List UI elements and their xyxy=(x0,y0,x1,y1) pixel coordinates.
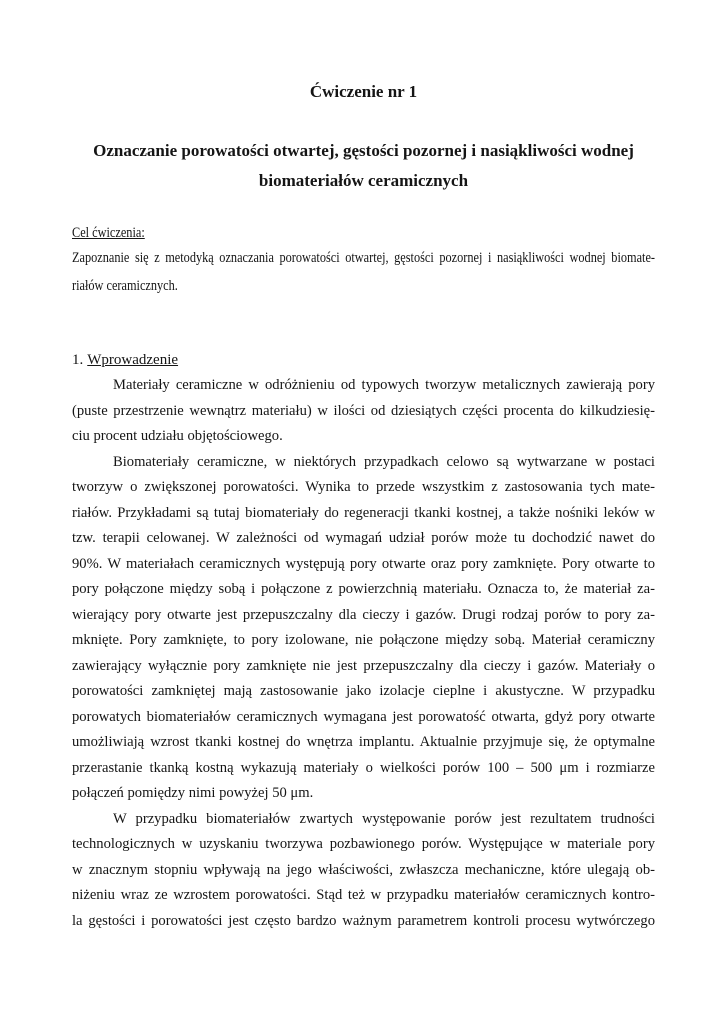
body-text-line: zawierający wyłącznie pory zamknięte nie jest przepuszczalny dla cieczy i gazów. Materiały o xyxy=(72,657,655,674)
subtitle-line: biomateriałów ceramicznych xyxy=(258,171,469,190)
body-text-line: la gęstości i porowatości jest często bardzo ważnym parametrem kontroli procesu wytwórczego xyxy=(72,912,655,929)
body-text-line: riałów. Przykładami są tutaj biomateriały do regeneracji tkanki kostnej, a także nośniki leków w xyxy=(72,504,655,521)
goal-paragraph-line: riałów ceramicznych. xyxy=(72,278,178,294)
paragraph xyxy=(72,373,655,450)
body-text-line: ciu procent udziału objętościowego. xyxy=(72,428,283,444)
body-text-line: mknięte. Pory zamknięte, to pory izolowane, nie połączone między sobą. Materiał ceramiczny xyxy=(72,632,655,648)
body-text-line: pory połączone między sobą i połączone z powierzchnią materiału. Oznacza to, że materiał za- xyxy=(72,581,655,597)
body-text-line: tzw. terapii celowanej. W zależności od wymagań udział porów może tu dochodzić nawet do xyxy=(72,530,655,546)
body-text-line: umożliwiają wzrost tkanki kostnej do wnętrza implantu. Aktualnie przyjmuje się, że optymalne xyxy=(72,734,655,750)
body-text-line: porowatych biomateriałów ceramicznych wymagana jest porowatość otwarta, gdyż pory otwarte xyxy=(72,708,655,725)
body-text-line: technologicznych w uzyskaniu tworzywa pozbawionego porów. Występujące w materiale pory xyxy=(72,836,655,852)
paragraph xyxy=(72,807,655,935)
body-text-line: niżeniu wraz ze wzrostem porowatości. Stąd też w przypadku materiałów ceramicznych kontro- xyxy=(72,887,655,903)
body-text-line: W przypadku biomateriałów zwartych występowanie porów jest rezultatem trudności xyxy=(113,810,655,827)
section-number: 1. xyxy=(72,352,84,368)
body-text-line: 90%. W materiałach ceramicznych występują pory otwarte oraz pory zamknięte. Pory otwarte to xyxy=(72,555,655,572)
goal-paragraph xyxy=(72,244,655,300)
document-body xyxy=(72,373,655,934)
paragraph xyxy=(72,450,655,807)
goal-paragraph-line: Zapoznanie się z metodyką oznaczania porowatości otwartej, gęstości pozornej i nasiąkliwości wodnej biomate- xyxy=(72,250,656,266)
body-text-line: Materiały ceramiczne w odróżnieniu od typowych tworzyw metalicznych zawierają pory xyxy=(113,377,655,393)
document-subtitle xyxy=(72,136,655,196)
goal-heading-label: Cel ćwiczenia: xyxy=(72,225,145,241)
body-text-line: tworzyw o zwiększonej porowatości. Wynika to przede wszystkim z zastosowania tych mate- xyxy=(72,479,655,495)
body-text-line: połączeń pomiędzy nimi powyżej 50 μm. xyxy=(72,785,314,801)
body-text-line: przerastanie tkanką kostną wykazują materiały o wielkości porów 100 – 500 μm i rozmiarze xyxy=(72,759,655,776)
section-heading xyxy=(72,350,655,370)
body-text-line: porowatości zamkniętej mają zastosowanie jako izolacje cieplne i akustyczne. W przypadku xyxy=(72,683,655,699)
exercise-title: Ćwiczenie nr 1 xyxy=(309,82,418,101)
body-text-line: Biomateriały ceramiczne, w niektórych przypadkach celowo są wytwarzane w postaci xyxy=(113,453,655,470)
goal-heading xyxy=(72,222,655,244)
body-text-line: wierający pory otwarte jest przepuszczalny dla cieczy i gazów. Drugi rodzaj porów to pory za- xyxy=(72,606,655,623)
body-text-line: w znacznym stopniu wpływają na jego właściwości, zwłaszcza mechaniczne, które ulegają ob- xyxy=(72,861,655,878)
subtitle-line: Oznaczanie porowatości otwartej, gęstości pozornej i nasiąkliwości wodnej xyxy=(93,141,634,160)
body-text-line: (puste przestrzenie wewnątrz materiału) w ilości od dziesiątych części procenta do kilkudziesię- xyxy=(72,402,655,419)
section-title: Wprowadzenie xyxy=(87,352,179,368)
